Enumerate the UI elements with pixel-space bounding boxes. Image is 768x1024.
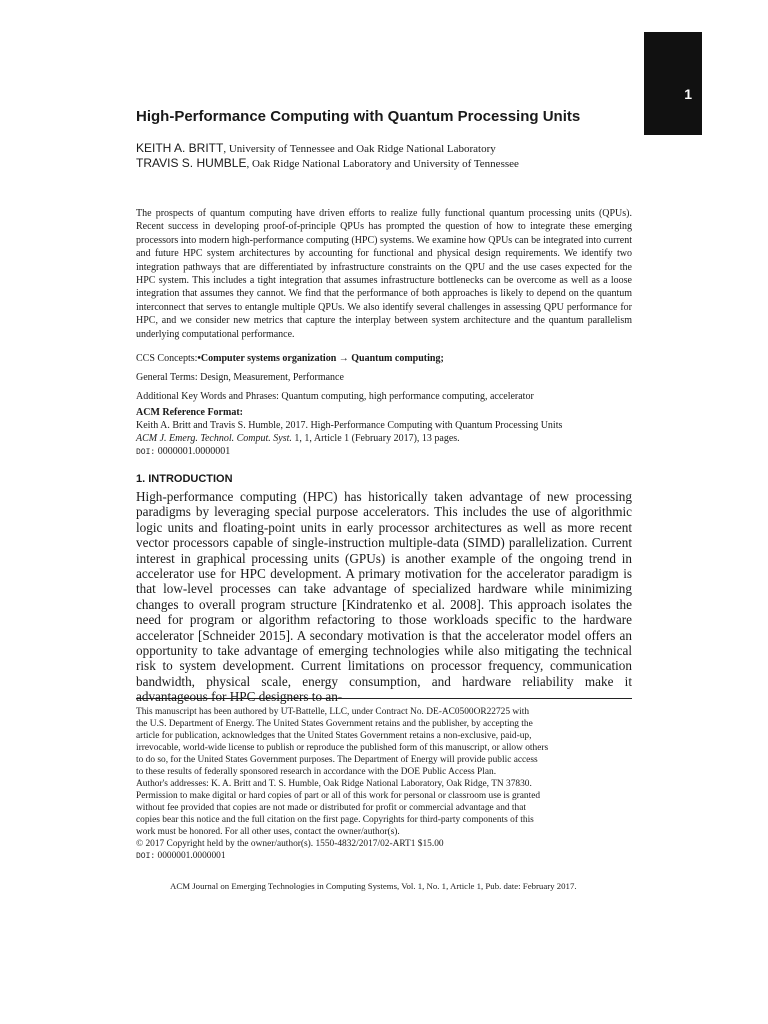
reference-details: 1, 1, Article 1 (February 2017), 13 pages. bbox=[291, 433, 460, 444]
ccs-concepts bbox=[136, 352, 632, 365]
doi-label: DOI: bbox=[136, 448, 156, 457]
author-line bbox=[136, 141, 519, 156]
footnote-line: copies bear this notice and the full citation on the first page. Copyrights for third-party components of this bbox=[136, 815, 534, 825]
footnote-divider bbox=[136, 698, 632, 699]
author-affiliation: , Oak Ridge National Laboratory and University of Tennessee bbox=[246, 158, 519, 170]
introduction-text: High-performance computing (HPC) has historically taken advantage of new processing paradigms by leveraging special purpose accelerators. This includes the use of algorithmic logic units and floating-point units in early processor architectures as well as more recent vector processors capable of single-instruction multiple-data (SIMD) parallelization. Current interest in graphical processing units (GPUs) is another example of the ongoing trend in accelerator use for HPC development. A primary motivation for the accelerator paradigm is that low-level processes can take advantage of specialized hardware while minimizing changes to overall program structure [Kindratenko et al. 2008]. This approach isolates the need for program or algorithm refactoring to those workloads specific to the hardware accelerator [Schneider 2015]. A secondary motivation is that the accelerator model offers an opportunity to take advantage of emerging technologies while also mitigating the technical risk to system development. Current limitations on processor frequency, communication bandwidth, physical scale, energy consumption, and hardware reliability make it advantageous for HPC designers to an- bbox=[136, 489, 632, 705]
general-terms: General Terms: Design, Measurement, Performance bbox=[136, 372, 344, 383]
footnote-line: without fee provided that copies are not made or distributed for profit or commercial advantage and that bbox=[136, 803, 526, 813]
ccs-value: •Computer systems organization → Quantum computing; bbox=[197, 353, 444, 364]
footnote-line: Author's addresses: K. A. Britt and T. S. Humble, Oak Ridge National Laboratory, Oak Ridge, TN 37830. bbox=[136, 779, 532, 789]
reference-format bbox=[136, 406, 632, 459]
author-list bbox=[136, 141, 519, 171]
section-heading: 1. INTRODUCTION bbox=[136, 473, 233, 485]
footnote-line: Permission to make digital or hard copies of part or all of this work for personal or classroom use is granted bbox=[136, 791, 541, 801]
page-number: 1 bbox=[684, 86, 692, 102]
doi-value: 0000001.0000001 bbox=[155, 446, 231, 457]
footnote-line: to do so, for the United States Government purposes. The Department of Energy will provide public access bbox=[136, 755, 538, 765]
running-footer: ACM Journal on Emerging Technologies in Computing Systems, Vol. 1, No. 1, Article 1, Pub. date: February 2017. bbox=[170, 881, 577, 891]
reference-citation: Keith A. Britt and Travis S. Humble, 2017. High-Performance Computing with Quantum Processing Units bbox=[136, 420, 563, 431]
author-affiliation: , University of Tennessee and Oak Ridge National Laboratory bbox=[223, 143, 496, 155]
footnote bbox=[136, 706, 632, 863]
paper-title: High-Performance Computing with Quantum Processing Units bbox=[136, 108, 581, 125]
footnote-line: to these results of federally sponsored research in accordance with the DOE Public Access Plan. bbox=[136, 767, 497, 777]
footnote-line: article for publication, acknowledges that the United States Government retains a non-exclusive, paid-up, bbox=[136, 731, 532, 741]
author-name: TRAVIS S. HUMBLE bbox=[136, 156, 247, 170]
keywords: Additional Key Words and Phrases: Quantum computing, high performance computing, accelerator bbox=[136, 391, 534, 402]
reference-format-heading: ACM Reference Format: bbox=[136, 407, 243, 418]
ccs-label: CCS Concepts: bbox=[136, 353, 198, 364]
footnote-line: © 2017 Copyright held by the owner/author(s). 1550-4832/2017/02-ART1 $15.00 bbox=[136, 839, 444, 849]
doi-label: DOI: bbox=[136, 852, 156, 861]
doi-value: 0000001.0000001 bbox=[155, 851, 226, 861]
author-name: KEITH A. BRITT bbox=[136, 141, 224, 155]
footnote-line: This manuscript has been authored by UT-Battelle, LLC, under Contract No. DE-AC0500OR22725 with bbox=[136, 707, 530, 717]
abstract: The prospects of quantum computing have driven efforts to realize fully functional quantum processing units (QPUs). Recent success in developing proof-of-principle QPUs has prompted the question of how to integrate these emerging processors into modern high-performance computing (HPC) systems. We examine how QPUs can be integrated into current and future HPC system architectures by accounting for functional and physical design requirements. We identify two integration pathways that are differentiated by infrastructure constraints on the QPU and the use cases expected for the HPC system. This includes a tight integration that assumes infrastructure bottlenecks can be overcome as well as a loose integration that assumes they cannot. We find that the performance of both approaches is likely to depend on the quantum interconnect that serves to entangle multiple QPUs. We also identify several challenges in assessing QPU performance for HPC, and we consider new metrics that capture the interplay between system architecture and the quantum parallelism underlying computational performance. bbox=[136, 208, 632, 340]
author-line bbox=[136, 156, 519, 171]
footnote-line: work must be honored. For all other uses, contact the owner/author(s). bbox=[136, 827, 400, 837]
footnote-line: the U.S. Department of Energy. The United States Government retains and the publisher, by accepting the bbox=[136, 719, 533, 729]
reference-journal: ACM J. Emerg. Technol. Comput. Syst. bbox=[136, 433, 292, 444]
footnote-line: irrevocable, world-wide license to publish or reproduce the published form of this manuscript, or allow others bbox=[136, 743, 549, 753]
page-number-tab bbox=[644, 32, 702, 135]
